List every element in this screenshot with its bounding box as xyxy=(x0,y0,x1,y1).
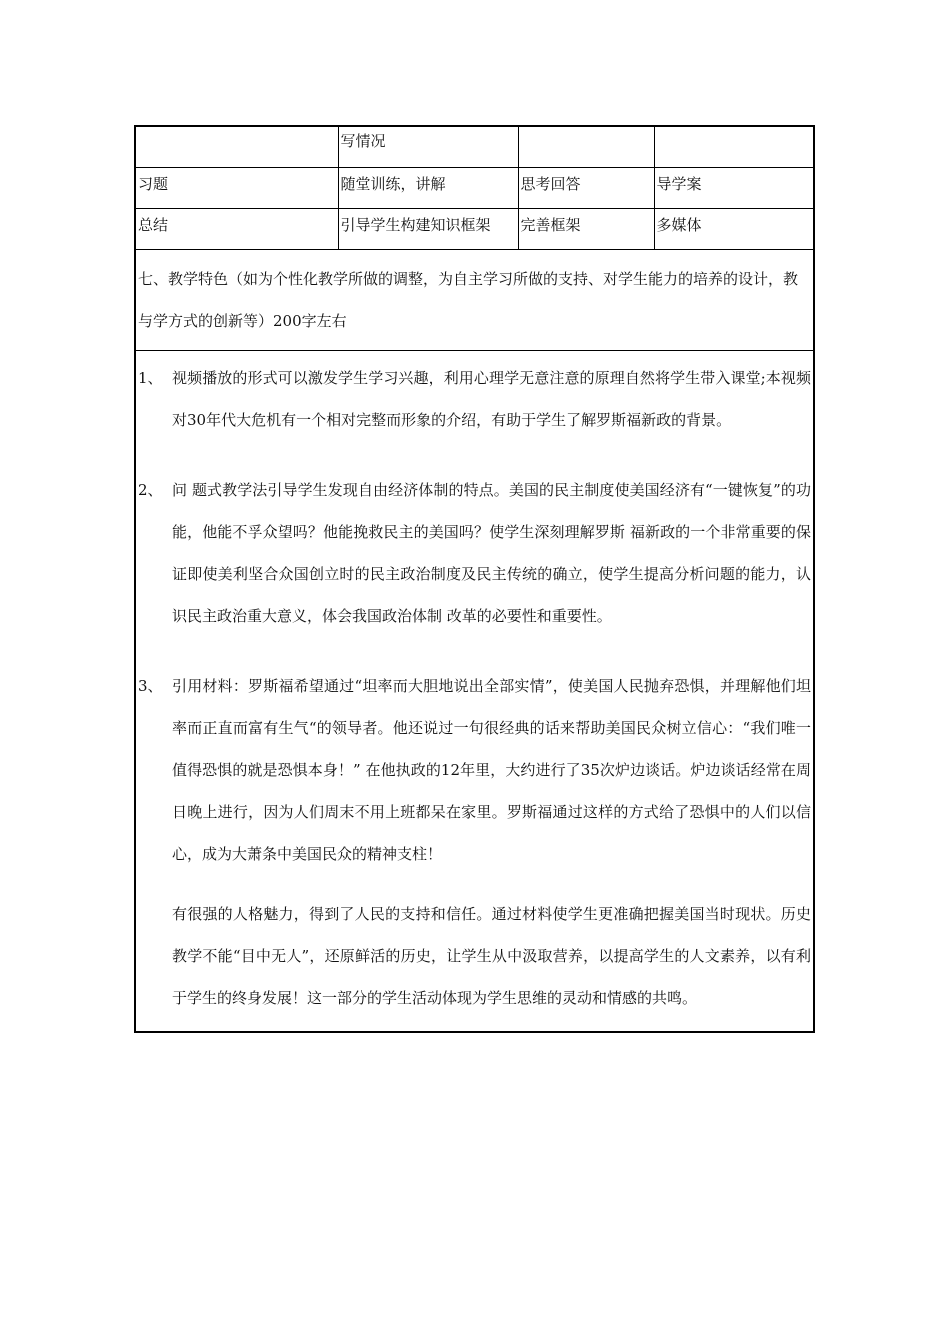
table-cell: 导学案 xyxy=(654,168,814,209)
lesson-table xyxy=(134,125,815,1033)
table-row xyxy=(135,351,814,1033)
item-number: 2、 xyxy=(138,481,163,499)
table-cell: 习题 xyxy=(135,168,338,209)
table-cell xyxy=(135,126,338,168)
item-text: 引用材料：罗斯福希望通过“坦率而大胆地说出全部实情”，使美国人民抛弃恐惧，并理解他们坦率而正直而富有生气“的领导者。他还说过一句很经典的话来帮助美国民众树立信心：“我们唯一值得恐惧的就是恐惧本身！” 在他执政的12年里，大约进行了35次炉边谈话。炉边谈话经常在周日晚上进行，因为人们周末不用上班都呆在家里。罗斯福通过这样的方式给了恐惧中的人们以信心，成为大萧条中美国民众的精神支柱！ xyxy=(172,677,811,863)
item-text: 视频播放的形式可以激发学生学习兴趣，利用心理学无意注意的原理自然将学生带入课堂;本视频对30年代大危机有一个相对完整而形象的介绍，有助于学生了解罗斯福新政的背景。 xyxy=(172,369,811,429)
features-body xyxy=(135,351,814,1033)
list-item xyxy=(138,469,811,637)
table-cell xyxy=(654,126,814,168)
table-row xyxy=(135,250,814,351)
table-row xyxy=(135,209,814,250)
table-row xyxy=(135,126,814,168)
table-cell: 多媒体 xyxy=(654,209,814,250)
table-cell: 随堂训练，讲解 xyxy=(338,168,518,209)
item-number: 3、 xyxy=(138,677,163,695)
item-number: 1、 xyxy=(138,369,163,387)
extra-paragraph: 有很强的人格魅力，得到了人民的支持和信任。通过材料使学生更准确把握美国当时现状。历史教学不能“目中无人”，还原鲜活的历史，让学生从中汲取营养，以提高学生的人文素养，以有利于学生的终身发展！这一部分的学生活动体现为学生思维的灵动和情感的共鸣。 xyxy=(172,905,811,1007)
list-item xyxy=(138,357,811,441)
item-text: 问 题式教学法引导学生发现自由经济体制的特点。美国的民主制度使美国经济有“一键恢复”的功能，他能不孚众望吗？他能挽救民主的美国吗？使学生深刻理解罗斯 福新政的一个非常重要的保证即使美利坚合众国创立时的民主政治制度及民主传统的确立，使学生提高分析问题的能力，认识民主政治重大意义，体会我国政治体制 改革的必要性和重要性。 xyxy=(172,481,811,625)
table-cell: 总结 xyxy=(135,209,338,250)
table-cell: 引导学生构建知识框架 xyxy=(338,209,518,250)
features-heading: 七、教学特色（如为个性化教学所做的调整，为自主学习所做的支持、对学生能力的培养的设计，教与学方式的创新等）200字左右 xyxy=(135,250,814,351)
table-row xyxy=(135,168,814,209)
table-cell: 完善框架 xyxy=(518,209,654,250)
list-item xyxy=(138,665,811,875)
table-cell xyxy=(518,126,654,168)
table-cell: 思考回答 xyxy=(518,168,654,209)
table-cell: 写情况 xyxy=(338,126,518,168)
